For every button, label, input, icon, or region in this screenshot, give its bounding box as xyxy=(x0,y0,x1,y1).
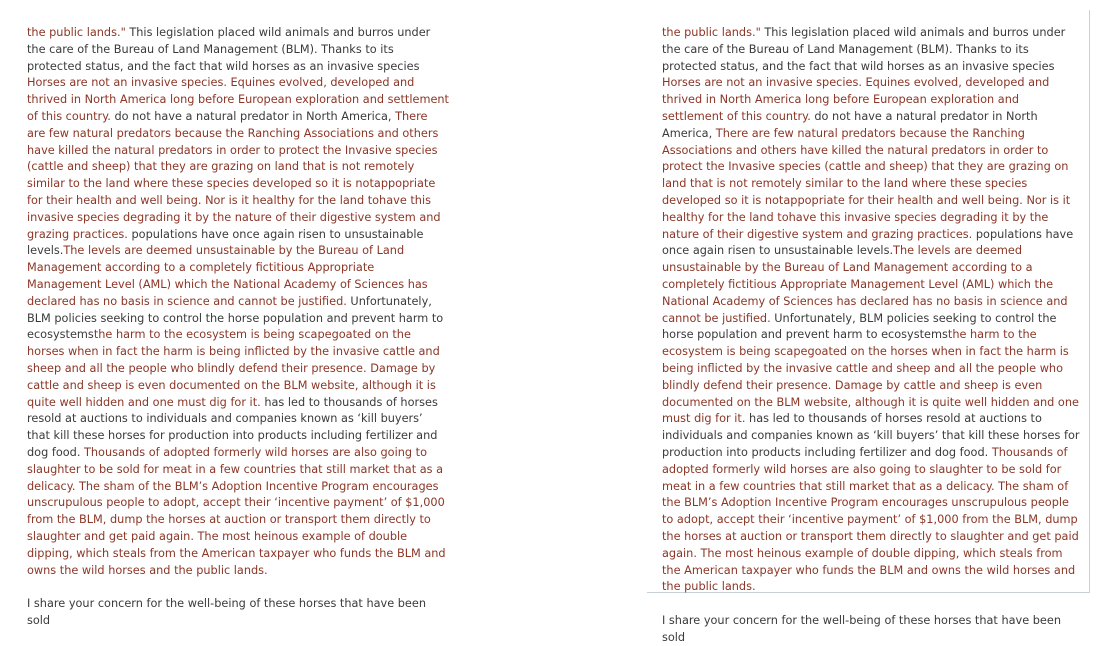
paragraph-main xyxy=(662,25,1082,596)
text-span: Horses are not an invasive species. Equines evolved, developed and thrived in North America long before European exploration and settlement of this country. xyxy=(27,76,449,123)
text-span: has led to thousands of horses resold at auctions to individuals and companies known as ‘kill buyers’ that kill these horses for production into products including fertilizer and dog food. xyxy=(27,395,438,459)
text-span: Unfortunately, BLM policies seeking to control the horse population and prevent harm to ecosystems xyxy=(27,294,444,342)
text-span: the public lands." xyxy=(27,26,126,39)
text-span: The levels are deemed unsustainable by the Bureau of Land Management according to a completely fictitious Appropriate Management Level (AML) which the National Academy of Sciences has declared has no basis in science and cannot be justified. xyxy=(662,244,1068,325)
text-span: There are few natural predators because the Ranching Associations and others have killed the natural predators in order to protect the Invasive species (cattle and sheep) that they are grazing on land that is not remotely similar to the land where these species developed so it is notappopriate for their health and well being. Nor is it healthy for the land tohave this invasive species degrading it by the nature of their digestive system and grazing practices. xyxy=(662,126,1071,241)
text-span: the harm to the ecosystem is being scapegoated on the horses when in fact the harm is being inflicted by the invasive cattle and sheep and all the people who blindly defend their presence. Damage by cattle and sheep is even documented on the BLM website, although it is quite well hidden and one must dig for it. xyxy=(27,328,440,409)
text-span: do not have a natural predator in North America, xyxy=(662,109,1038,140)
text-span: This legislation placed wild animals and burros under the care of the Bureau of Land Management (BLM). Thanks to its protected status, and the fact that wild horses as an invasive species xyxy=(27,26,431,73)
text-span: the public lands." xyxy=(662,26,761,39)
right-text-frame xyxy=(647,10,1090,644)
text-span: This legislation placed wild animals and burros under the care of the Bureau of Land Management (BLM). Thanks to its protected status, and the fact that wild horses as an invasive species xyxy=(662,26,1066,73)
text-span: The levels are deemed unsustainable by the Bureau of Land Management according to a completely fictitious Appropriate Management Level (AML) which the National Academy of Sciences has declared has no basis in science and cannot be justified. xyxy=(27,244,428,308)
paragraph-concern: I share your concern for the well-being of these horses that have been sold xyxy=(662,613,1061,644)
text-span: Thousands of adopted formerly wild horses are also going to slaughter to be sold for meat in a few countries that still market that as a delicacy. The sham of the BLM’s Adoption Incentive Program encourages unscrupulous people to adopt, accept their ‘incentive payment’ of $1,000 from the BLM, dump the horses at auction or transport them directly to slaughter and get paid again. The most heinous example of double dipping, which steals from the American taxpayer who funds the BLM and owns the wild horses and the public lands. xyxy=(662,445,1079,594)
paragraph-main xyxy=(27,25,449,579)
text-span: populations have once again risen to unsustainable levels. xyxy=(662,227,1074,258)
paragraph-concern: I share your concern for the well-being of these horses that have been sold xyxy=(27,597,426,627)
text-span: Thousands of adopted formerly wild horses are also going to slaughter to be sold for meat in a few countries that still market that as a delicacy. The sham of the BLM’s Adoption Incentive Program encourages unscrupulous people to adopt, accept their ‘incentive payment’ of $1,000 from the BLM, dump the horses at auction or transport them directly to slaughter and get paid again. The most heinous example of double dipping, which steals from the American taxpayer who funds the BLM and owns the wild horses and the public lands. xyxy=(27,445,446,577)
text-span: Horses are not an invasive species. Equines evolved, developed and thrived in North America long before European exploration and settlement of this country. xyxy=(662,76,1050,123)
text-span: the harm to the ecosystem is being scapegoated on the horses when in fact the harm is being inflicted by the invasive cattle and sheep and all the people who blindly defend their presence. Damage by cattle and sheep is even documented on the BLM website, although it is quite well hidden and one must dig for it. xyxy=(662,328,1079,426)
text-span: do not have a natural predator in North America, xyxy=(110,109,396,123)
text-span: has led to thousands of horses resold at auctions to individuals and companies known as ‘kill buyers’ that kill these horses for production into products including fertilizer and dog food. xyxy=(662,412,1080,459)
text-span: Unfortunately, BLM policies seeking to control the horse population and prevent harm to ecosystems xyxy=(662,311,1057,342)
text-span: populations have once again risen to unsustainable levels. xyxy=(27,227,424,258)
text-span: There are few natural predators because the Ranching Associations and others have killed the natural predators in order to protect the Invasive species (cattle and sheep) that they are grazing on land that is not remotely similar to the land where these species developed so it is notappopriate for their health and well being. Nor is it healthy for the land tohave this invasive species degrading it by the nature of their digestive system and grazing practices. xyxy=(27,109,441,241)
